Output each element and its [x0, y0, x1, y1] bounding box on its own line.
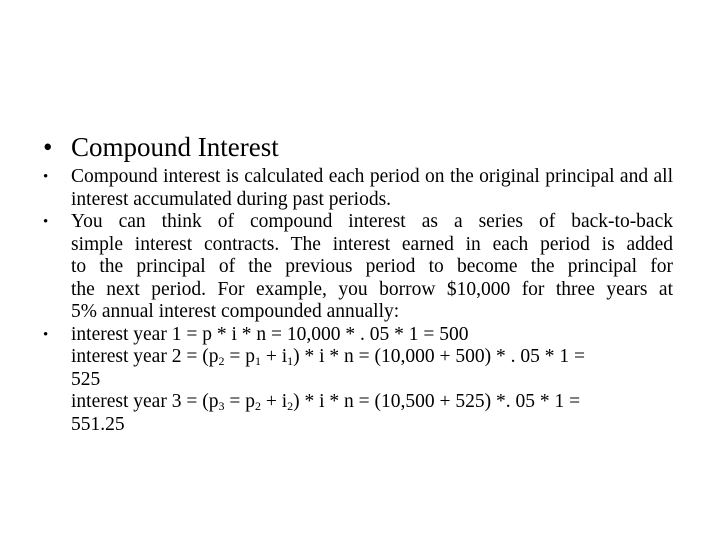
title-text: Compound Interest [71, 132, 279, 162]
subscript: 2 [218, 354, 225, 368]
subscript: 1 [254, 354, 261, 368]
formula-part: ) * i * n = (10,000 + 500) * . 05 * 1 = [293, 346, 586, 367]
list-item [43, 324, 673, 437]
paragraph-explanation [71, 211, 673, 324]
example-year-3-result: 551.25 [71, 413, 125, 435]
text-line: simple interest contracts. The interest earned in each period is added [71, 233, 673, 255]
text-line: the next period. For example, you borrow $10,000 for three years at [71, 278, 673, 300]
example-year-1: interest year 1 = p * i * n = 10,000 * . 05 * 1 = 500 [71, 323, 469, 345]
formula-part: = p [224, 346, 255, 367]
bullet: • [43, 169, 49, 185]
bullet: • [43, 132, 53, 162]
paragraph-definition: Compound interest is calculated each period on the original principal and all interest accumulated during past periods. [71, 166, 673, 210]
bullet: • [43, 214, 49, 230]
formula-part: + i [260, 391, 288, 412]
formula-part: interest year 2 = (p [71, 346, 219, 367]
text-line: to the principal of the previous period to become the principal for [71, 256, 673, 277]
text-line: 5% annual interest compounded annually: [71, 301, 400, 322]
paragraph-examples [71, 324, 673, 437]
example-year-2 [71, 346, 673, 369]
subscript: 2 [287, 399, 294, 413]
subscript: 3 [218, 399, 225, 413]
formula-part: interest year 3 = (p [71, 391, 219, 412]
subscript: 1 [287, 354, 294, 368]
example-year-2-result: 525 [71, 368, 101, 390]
list-item [43, 211, 673, 324]
text-line: You can think of compound interest as a series of back-to-back [71, 211, 673, 232]
subscript: 2 [254, 399, 261, 413]
list-item [43, 166, 673, 211]
example-year-3 [71, 391, 673, 414]
bullet: • [43, 326, 49, 343]
formula-part: + i [260, 346, 288, 367]
formula-part: ) * i * n = (10,500 + 525) *. 05 * 1 = [293, 391, 581, 412]
bullet-list [43, 166, 673, 436]
formula-part: = p [224, 391, 255, 412]
